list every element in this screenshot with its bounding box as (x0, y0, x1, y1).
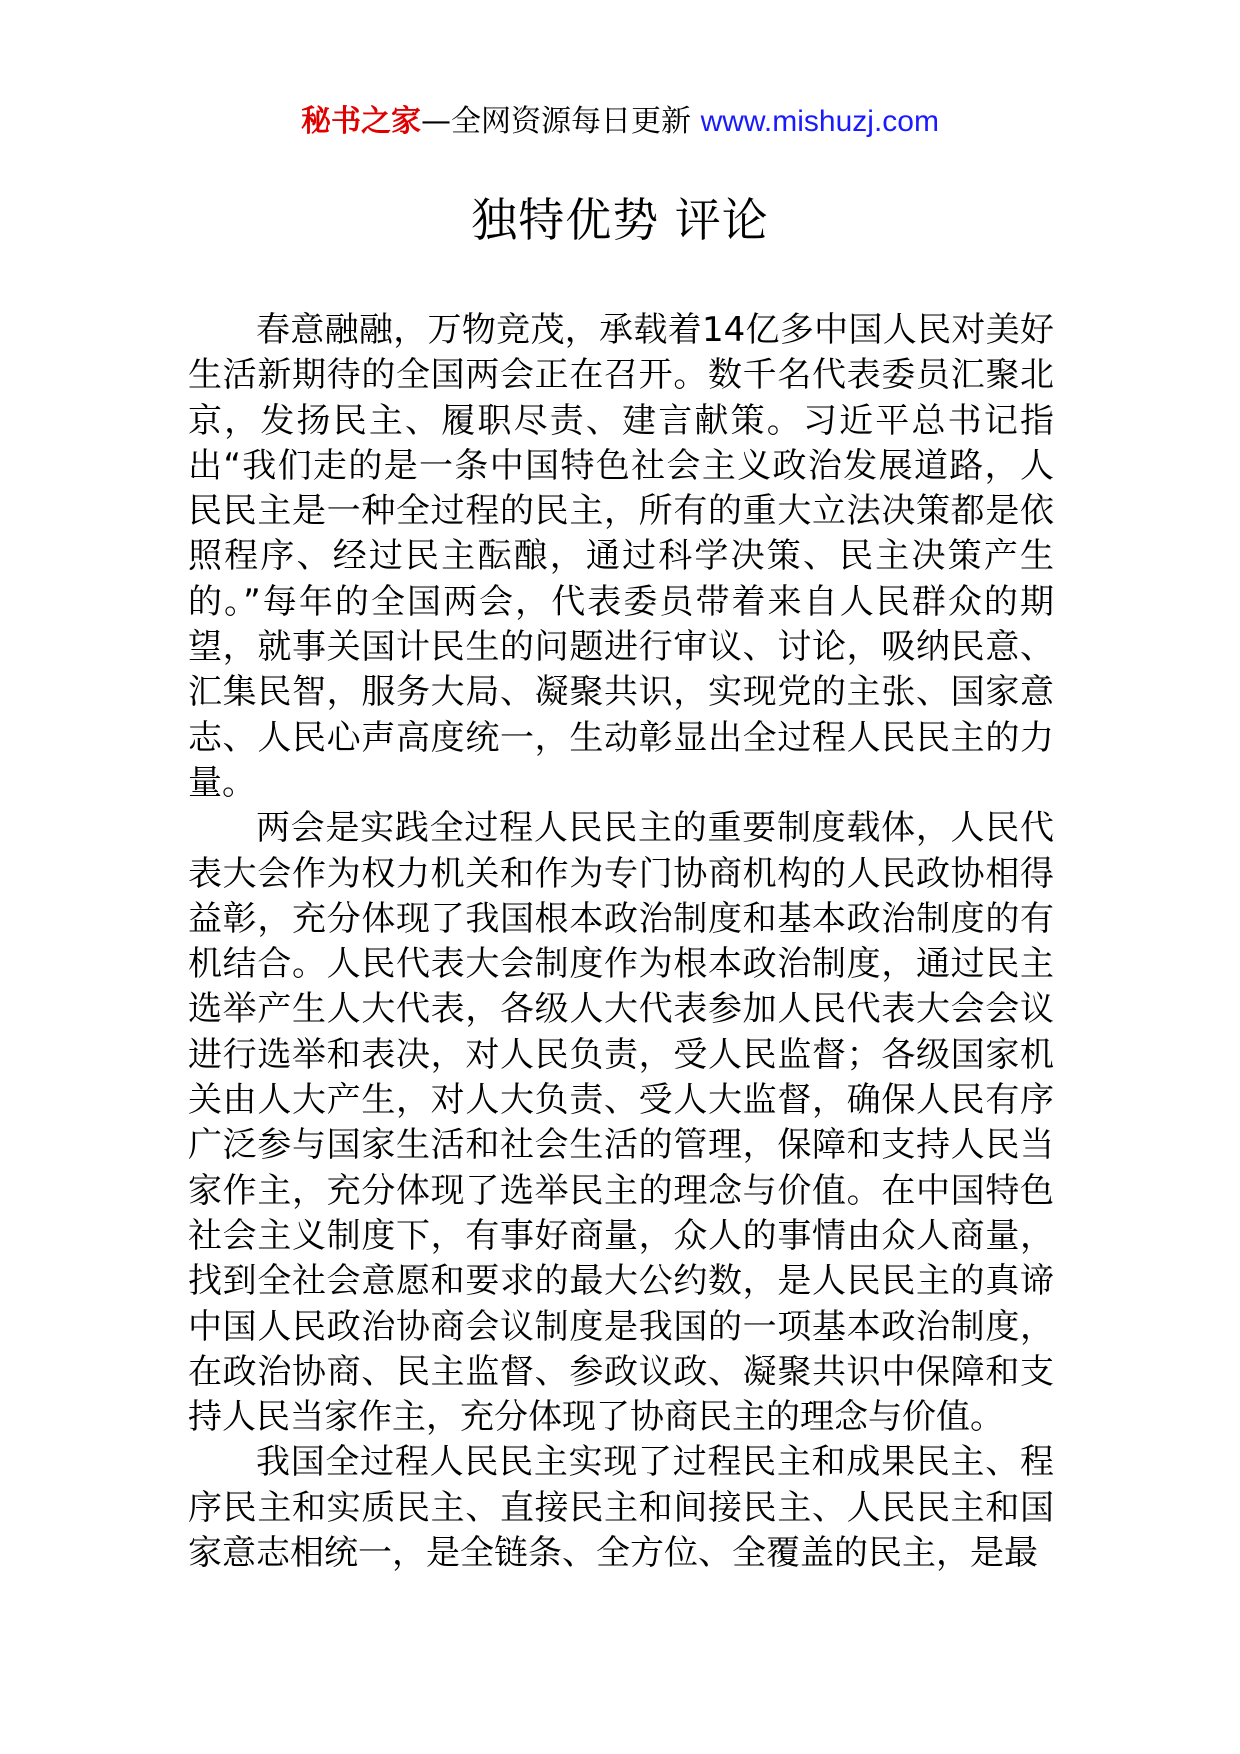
paragraph-3: 我国全过程人民民主实现了过程民主和成果民主、程序民主和实质民主、直接民主和间接民主、人民民主和国家意志相统一，是全链条、全方位、全覆盖的民主，是最 (188, 1442, 1054, 1574)
paragraph-1: 春意融融，万物竞茂，承载着14亿多中国人民对美好生活新期待的全国两会正在召开。数千名代表委员汇聚北京，发扬民主、履职尽责、建言献策。习近平总书记指出“我们走的是一条中国特色社会主义政治发展道路，人民民主是一种全过程的民主，所有的重大立法决策都是依照程序、经过民主酝酿，通过科学决策、民主决策产生的。”每年的全国两会，代表委员带着来自人民群众的期望，就事关国计民生的问题进行审议、讨论，吸纳民意、汇集民智，服务大局、凝聚共识，实现党的主张、国家意志、人民心声高度统一，生动彰显出全过程人民民主的力量。 (188, 310, 1054, 803)
paragraph-2: 两会是实践全过程人民民主的重要制度载体，人民代表大会作为权力机关和作为专门协商机构的人民政协相得益彰，充分体现了我国根本政治制度和基本政治制度的有机结合。人民代表大会制度作为根本政治制度，通过民主选举产生人大代表，各级人大代表参加人民代表大会会议进行选举和表决，对人民负责，受人民监督；各级国家机关由人大产生，对人大负责、受人大监督，确保人民有序广泛参与国家生活和社会生活的管理，保障和支持人民当家作主，充分体现了选举民主的理念与价值。在中国特色社会主义制度下，有事好商量，众人的事情由众人商量，找到全社会意愿和要求的最大公约数，是人民民主的真谛中国人民政治协商会议制度是我国的一项基本政治制度，在政治协商、民主监督、参政议政、凝聚共识中保障和支持人民当家作主，充分体现了协商民主的理念与价值。 (188, 808, 1054, 1438)
site-header (0, 102, 1240, 142)
site-tagline: —全网资源每日更新 (421, 104, 701, 139)
site-brand: 秘书之家 (301, 104, 422, 139)
document-body (188, 308, 1054, 1576)
site-url-link[interactable]: www.mishuzj.com (700, 105, 939, 138)
document-title: 独特优势 评论 (471, 193, 769, 247)
